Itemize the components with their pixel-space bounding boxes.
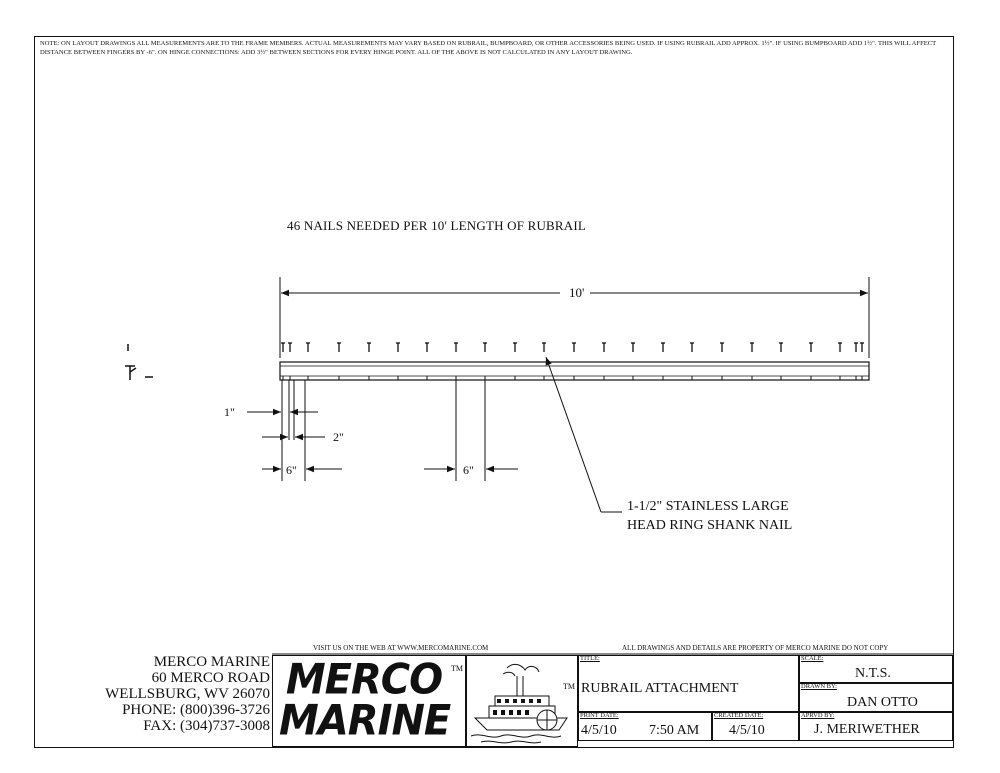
- nail-mark: [809, 343, 813, 352]
- print-time-value: 7:50 AM: [649, 723, 700, 738]
- company-phone: PHONE: (800)396-3726: [122, 702, 270, 718]
- approved-by-label: APRVD BY:: [801, 712, 835, 719]
- nail-mark: [281, 343, 285, 352]
- company-address-2: WELLSBURG, WV 26070: [105, 686, 270, 702]
- nail-mark: [306, 343, 310, 352]
- nail-mark: [396, 343, 400, 352]
- nail-marks-strip: [283, 376, 862, 380]
- layout-note: NOTE: ON LAYOUT DRAWINGS ALL MEASUREMENTS ARE TO THE FRAME MEMBERS. ACTUAL MEASUREMENTS MAY VARY BASED ON RUBRAIL, BUMPBOARD, OR OTHER ACCESSORIES BEING USED. IF USING RUBRAIL ADD APPROX. 1½". IF USING BUMPBOARD ADD 1½". THIS WILL AFFECT DISTANCE BETWEEN FINGERS BY -6". ON HINGE CONNECTIONS: ADD 3½" BETWEEN SECTIONS FOR EVERY HINGE POINT. ALL OF THE ABOVE IS NOT CALCULATED IN ANY LAYOUT DRAWING.: [40, 40, 937, 56]
- nail-mark: [690, 343, 694, 352]
- nail-mark: [602, 343, 606, 352]
- drawn-by-label: DRAWN BY:: [801, 683, 837, 690]
- drawn-by-value: DAN OTTO: [847, 695, 918, 710]
- scale-cell: [799, 655, 953, 683]
- print-date-cell: [578, 712, 712, 741]
- paddle-steamer-illustration-box: [466, 655, 578, 747]
- nail-mark: [854, 343, 858, 352]
- nail-mark: [367, 343, 371, 352]
- print-date-value: 4/5/10: [581, 723, 617, 738]
- nail-mark: [542, 343, 546, 352]
- nail-mark: [572, 343, 576, 352]
- nail-mark: [337, 343, 341, 352]
- company-address-1: 60 MERCO ROAD: [151, 670, 270, 686]
- logo-word-1: MERCO: [285, 655, 443, 705]
- nail-mark: [838, 343, 842, 352]
- callout-line-2: HEAD RING SHANK NAIL: [627, 518, 793, 533]
- company-info: [40, 654, 270, 734]
- title-cell: [578, 655, 799, 712]
- boat-trademark: TM: [563, 682, 575, 691]
- print-date-label: PRINT DATE:: [580, 712, 619, 719]
- nail-mark: [720, 343, 724, 352]
- dim-6-inch-right: 6": [463, 463, 474, 477]
- logo-trademark: TM: [451, 664, 463, 673]
- nail-mark: [661, 343, 665, 352]
- created-date-value: 4/5/10: [729, 723, 765, 738]
- dim-6-inch-left: 6": [286, 463, 297, 477]
- created-date-cell: [712, 712, 799, 741]
- nail-mark: [631, 343, 635, 352]
- nail-mark: [513, 343, 517, 352]
- nail-mark: [483, 343, 487, 352]
- nail-mark: [425, 343, 429, 352]
- logo-word-2: MARINE: [279, 696, 451, 746]
- nail-marks-top: [281, 343, 864, 352]
- rubrail-profile-symbol: [125, 344, 153, 380]
- approved-by-cell: [799, 712, 953, 741]
- drawn-by-cell: [799, 683, 953, 712]
- created-date-label: CREATED DATE:: [714, 712, 764, 719]
- nail-mark: [779, 343, 783, 352]
- nail-mark: [860, 343, 864, 352]
- scale-value: N.T.S.: [855, 666, 891, 681]
- scale-label: SCALE:: [801, 655, 824, 662]
- callout-line-1: 1-1/2" STAINLESS LARGE: [627, 499, 789, 514]
- copyright-notice: ALL DRAWINGS AND DETAILS ARE PROPERTY OF MERCO MARINE DO NOT COPY: [622, 644, 889, 652]
- approved-by-value: J. MERIWETHER: [814, 722, 920, 737]
- drawing-title: RUBRAIL ATTACHMENT: [581, 681, 739, 696]
- drawing-heading: 46 NAILS NEEDED PER 10' LENGTH OF RUBRAIL: [287, 218, 587, 233]
- merco-marine-logo: [272, 655, 466, 747]
- nail-mark: [750, 343, 754, 352]
- nail-mark: [454, 343, 458, 352]
- company-fax: FAX: (304)737-3008: [143, 718, 270, 734]
- dim-2-inch: 2": [333, 430, 344, 444]
- overall-length-label: 10': [565, 285, 588, 301]
- nail-mark: [288, 343, 292, 352]
- steamboat-icon: [467, 656, 577, 746]
- company-name: MERCO MARINE: [153, 654, 270, 670]
- title-label: TITLE:: [580, 655, 600, 662]
- website-link[interactable]: VISIT US ON THE WEB AT WWW.MERCOMARINE.COM: [313, 644, 489, 652]
- dim-1-inch: 1": [224, 405, 235, 419]
- nail-callout: [627, 497, 792, 535]
